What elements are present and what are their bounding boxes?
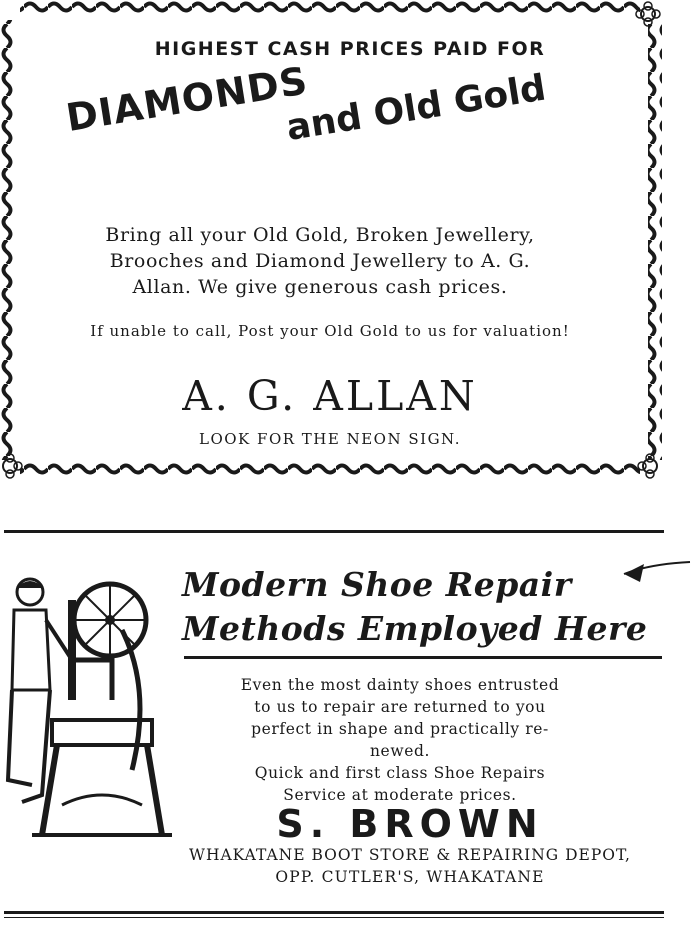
business-name: S. BROWN (276, 802, 544, 846)
headline-underline (184, 656, 662, 659)
body-line: to us to repair are returned to you (254, 698, 546, 716)
tagline: LOOK FOR THE NEON SIGN. (199, 430, 461, 448)
body-line: Even the most dainty shoes entrusted (240, 676, 560, 694)
arrow-pointer-icon (620, 556, 692, 590)
headline-diamonds: DIAMONDS (63, 58, 311, 140)
body-line: Quick and first class Shoe Repairs (254, 764, 546, 782)
depot-line: WHAKATANE BOOT STORE & REPAIRING DEPOT, (189, 846, 631, 864)
headline-methods: Methods Employed Here (182, 609, 648, 648)
shoe-repair-machine-illustration (2, 570, 172, 850)
body-line: Service at moderate prices. (283, 786, 517, 804)
body-line: Allan. We give generous cash prices. (132, 276, 508, 298)
ad-header: HIGHEST CASH PRICES PAID FOR (154, 38, 546, 60)
body-line: Brooches and Diamond Jewellery to A. G. (109, 250, 531, 272)
shoe-body-text (215, 674, 585, 806)
business-name: A. G. ALLAN (182, 372, 478, 420)
body-line: newed. (369, 742, 431, 760)
section-divider (4, 530, 664, 533)
headline-old-gold: and Old Gold (283, 67, 549, 149)
body-line: Bring all your Old Gold, Broken Jewellery, (105, 224, 535, 246)
body-line: perfect in shape and practically re- (251, 720, 549, 738)
section-divider (4, 917, 664, 918)
address-line: OPP. CUTLER'S, WHAKATANE (275, 868, 545, 886)
post-instruction: If unable to call, Post your Old Gold to us for valuation! (90, 322, 570, 340)
headline-shoe-repair: Modern Shoe Repair (182, 565, 572, 604)
section-divider (4, 911, 664, 914)
ad-body-text (80, 222, 560, 300)
corner-flower-icon (638, 454, 657, 478)
